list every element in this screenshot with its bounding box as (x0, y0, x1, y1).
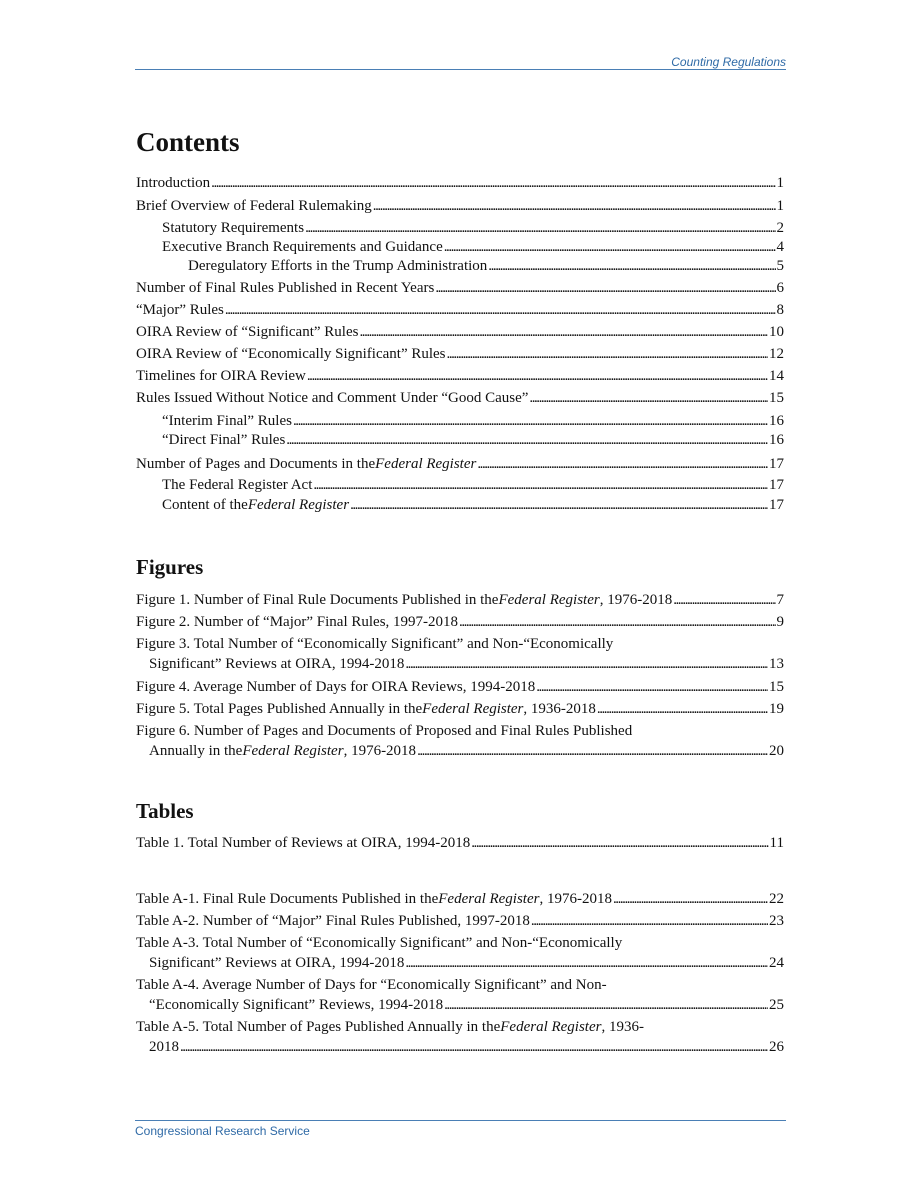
toc-entry[interactable]: Statutory Requirements . . . 2 (136, 218, 784, 238)
page-number: 20 (769, 743, 784, 759)
page-number: 8 (776, 302, 784, 318)
page-number: 22 (769, 891, 784, 907)
page-number: 17 (769, 497, 784, 513)
toc-entry[interactable]: Content of the Federal Register . . . 17 (136, 495, 784, 515)
toc-entry[interactable]: OIRA Review of “Economically Significant” Rules . . . 12 (136, 344, 784, 364)
toc-entry[interactable]: Introduction . . . 1 (136, 173, 784, 193)
page-number: 1 (776, 198, 784, 214)
figures-heading: Figures (136, 555, 204, 579)
page-header (135, 55, 786, 70)
page-number: 12 (769, 346, 784, 362)
table-entry[interactable]: Table A-2. Number of “Major” Final Rules Published, 1997-2018 . . . 23 (136, 911, 784, 931)
footer-publisher: Congressional Research Service (135, 1124, 310, 1138)
page-number: 16 (769, 413, 784, 429)
page-number: 16 (769, 432, 784, 448)
page-number: 15 (769, 390, 784, 406)
figure-entry[interactable]: Figure 5. Total Pages Published Annually in the Federal Register , 1936-2018 . . . 19 (136, 699, 784, 719)
table-entry[interactable]: Table 1. Total Number of Reviews at OIRA, 1994-2018 . . . 11 (136, 833, 784, 853)
toc-entry[interactable]: “Major” Rules . . . 8 (136, 300, 784, 320)
page-number: 17 (769, 477, 784, 493)
figure-entry[interactable]: Figure 1. Number of Final Rule Documents Published in the Federal Register , 1976-2018 . . . 7 (136, 590, 784, 610)
table-entry[interactable]: Table A-1. Final Rule Documents Published in the Federal Register , 1976-2018 . . . 22 (136, 889, 784, 909)
page-number: 17 (769, 456, 784, 472)
page-number: 4 (776, 239, 784, 255)
page-number: 25 (769, 997, 784, 1013)
figure-entry[interactable]: Figure 4. Average Number of Days for OIRA Reviews, 1994-2018 . . . 15 (136, 677, 784, 697)
toc-entry[interactable]: “Interim Final” Rules . . . 16 (136, 411, 784, 431)
page-footer (135, 1120, 786, 1138)
page-number: 11 (769, 835, 784, 851)
toc-entry[interactable]: Deregulatory Efforts in the Trump Administration . . . 5 (136, 256, 784, 276)
toc-entry[interactable]: Brief Overview of Federal Rulemaking . . . 1 (136, 196, 784, 216)
page-number: 6 (776, 280, 784, 296)
running-header-title: Counting Regulations (671, 55, 786, 69)
contents-heading: Contents (136, 127, 240, 157)
figure-entry[interactable]: Figure 3. Total Number of “Economically Significant” and Non-“Economically Significant” Reviews at OIRA, 1994-2018 . . . 13 (136, 634, 784, 674)
page-number: 24 (769, 955, 784, 971)
page-number: 26 (769, 1039, 784, 1055)
figure-entry[interactable]: Figure 6. Number of Pages and Documents of Proposed and Final Rules Published Annually in the Federal Register , 1976-2018 . . . 20 (136, 721, 784, 761)
toc-entry[interactable]: Rules Issued Without Notice and Comment Under “Good Cause” . . . 15 (136, 388, 784, 408)
page-number: 10 (769, 324, 784, 340)
page-number: 9 (776, 614, 784, 630)
toc-entry[interactable]: Number of Pages and Documents in the Federal Register . . . 17 (136, 454, 784, 474)
page-number: 2 (776, 220, 784, 236)
table-entry[interactable]: Table A-4. Average Number of Days for “Economically Significant” and Non- “Economically Significant” Reviews, 1994-2018 . . . 25 (136, 975, 784, 1015)
toc-entry[interactable]: “Direct Final” Rules . . . 16 (136, 430, 784, 450)
page-number: 14 (769, 368, 784, 384)
toc-entry[interactable]: Executive Branch Requirements and Guidance . . . 4 (136, 237, 784, 257)
figure-entry[interactable]: Figure 2. Number of “Major” Final Rules, 1997-2018 . . . 9 (136, 612, 784, 632)
page-number: 15 (769, 679, 784, 695)
toc-entry[interactable]: The Federal Register Act . . . 17 (136, 475, 784, 495)
table-entry[interactable]: Table A-5. Total Number of Pages Published Annually in the Federal Register , 1936- 2018 . . . 26 (136, 1017, 784, 1057)
toc-entry[interactable]: Timelines for OIRA Review . . . 14 (136, 366, 784, 386)
page-number: 1 (776, 175, 784, 191)
page-number: 23 (769, 913, 784, 929)
table-entry[interactable]: Table A-3. Total Number of “Economically Significant” and Non-“Economically Significant” Reviews at OIRA, 1994-2018 . . . 24 (136, 933, 784, 973)
page-number: 19 (769, 701, 784, 717)
page-number: 13 (769, 656, 784, 672)
toc-entry[interactable]: Number of Final Rules Published in Recent Years . . . 6 (136, 278, 784, 298)
page-number: 7 (776, 592, 784, 608)
tables-heading: Tables (136, 799, 194, 823)
page-number: 5 (776, 258, 784, 274)
toc-entry[interactable]: OIRA Review of “Significant” Rules . . . 10 (136, 322, 784, 342)
